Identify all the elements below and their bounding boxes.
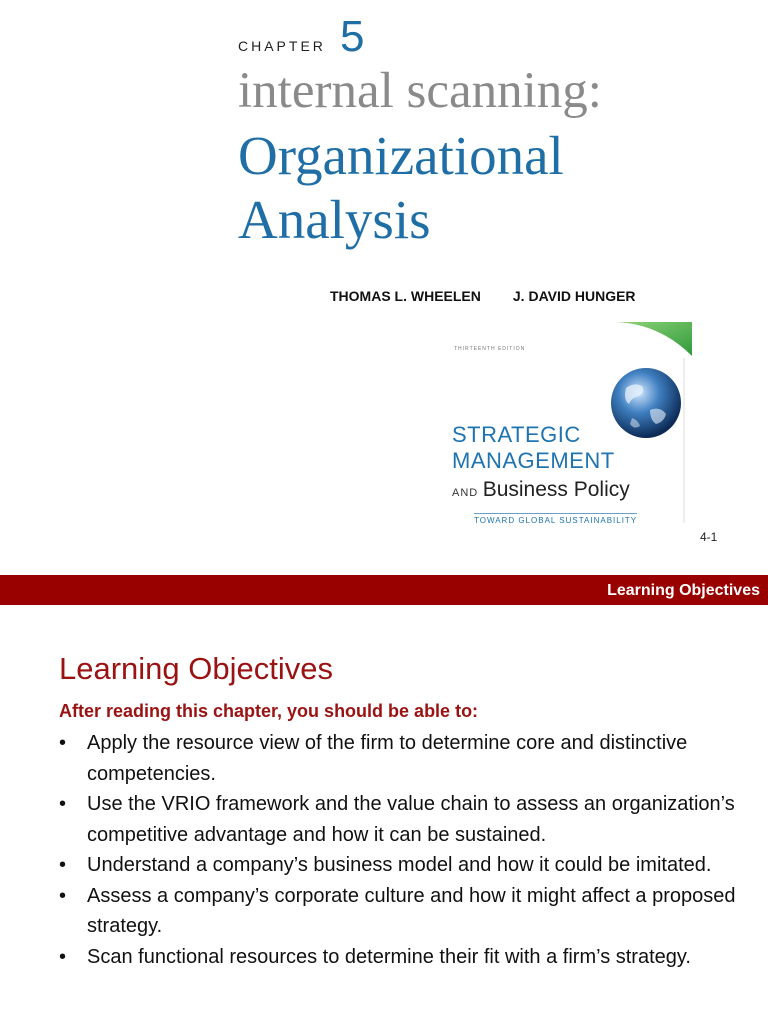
chapter-title-line-2: Organizational (238, 125, 564, 186)
bullet: • (59, 732, 67, 754)
objective-text: Understand a company’s business model and how it could be imitated. (87, 854, 712, 876)
cover-edition: THIRTEENTH EDITION (454, 346, 526, 352)
green-swoosh (616, 322, 692, 356)
objectives-title: Learning Objectives (59, 651, 333, 686)
objective-text: Scan functional resources to determine their fit with a firm’s strategy. (87, 945, 691, 968)
objectives-lead: After reading this chapter, you should be able to: (59, 701, 479, 721)
bullet: • (59, 854, 67, 876)
bullet: • (59, 945, 67, 968)
objective-item (59, 728, 759, 789)
header-title: Learning Objectives (607, 582, 760, 599)
objective-item (59, 881, 759, 942)
author-hunger: J. DAVID HUNGER (512, 288, 636, 304)
objective-text: Apply the resource view of the firm to determine core and distinctive competencies. (87, 732, 688, 785)
book-cover (430, 318, 692, 533)
globe-icon (611, 368, 681, 438)
chapter-number: 5 (340, 12, 365, 61)
objectives-list (59, 728, 759, 972)
objective-item (59, 942, 759, 973)
cover-subtitle: TOWARD GLOBAL SUSTAINABILITY (474, 513, 637, 525)
cover-title-line-1: STRATEGIC (452, 422, 581, 447)
cover-title-line-2: MANAGEMENT (452, 448, 615, 473)
objective-text: Assess a company’s corporate culture and how it might affect a proposed strategy. (87, 884, 736, 937)
cover-and-word: AND (452, 487, 479, 499)
cover-business-policy-text: Business Policy (482, 478, 630, 501)
objective-item (59, 789, 759, 850)
author-wheelen: THOMAS L. WHEELEN (330, 288, 481, 304)
bullet: • (59, 793, 67, 815)
authors (330, 288, 636, 304)
chapter-title-line-1: internal scanning: (238, 63, 602, 119)
bullet: • (59, 884, 67, 907)
objective-item (59, 850, 759, 881)
page-number: 4-1 (700, 530, 718, 544)
cover-title (452, 422, 615, 474)
objectives-slide (0, 575, 768, 1024)
header-bar (0, 575, 768, 605)
chapter-title-line-3: Analysis (238, 189, 431, 250)
objective-text: Use the VRIO framework and the value chain to assess an organization’s competitive advantage and how it can be sustained. (87, 793, 735, 846)
chapter-word: CHAPTER (238, 38, 326, 54)
cover-business-policy (452, 478, 630, 502)
